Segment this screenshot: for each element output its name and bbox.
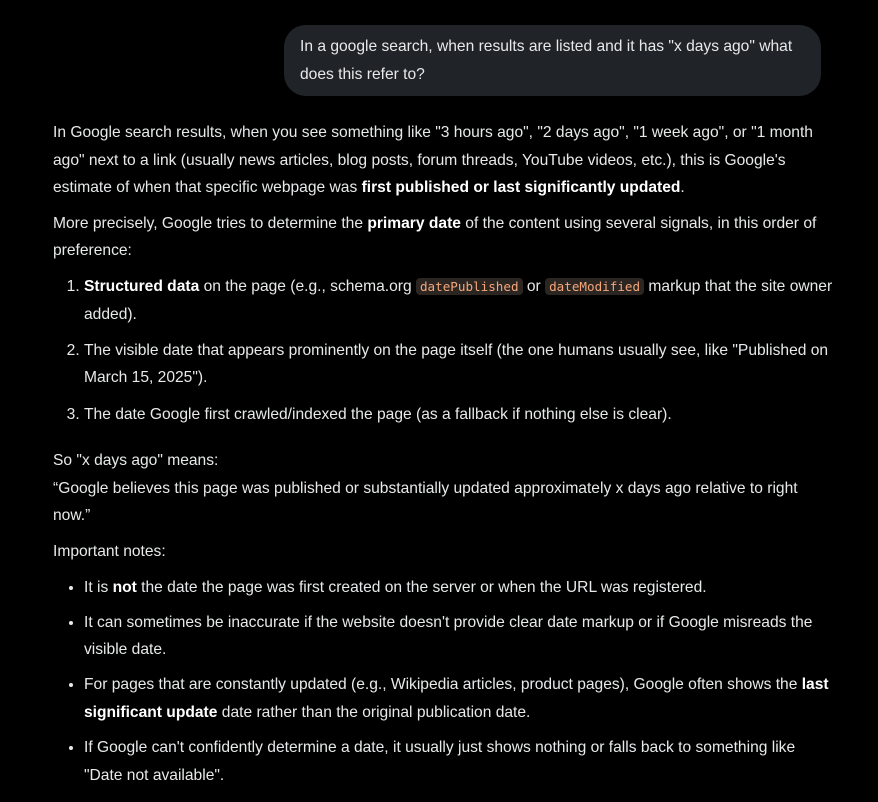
meaning-line-1: So "x days ago" means: [53, 452, 219, 470]
notes-bullet-list [53, 574, 833, 790]
ordered-list-item [84, 273, 833, 328]
intro-text: In Google search results, when you see something like "3 hours ago", "2 days ago", "1 week ago", or "1 month ago" next to a link (usually news articles, blog posts, forum threads, YouTube videos, etc.), this is Google's estimate of when that specific webpage was [53, 124, 813, 197]
ordered-list-item [84, 401, 833, 429]
signals-ordered-list [53, 273, 833, 428]
notes-heading-text: Important notes: [53, 542, 166, 560]
bullet-text: the date the page was first created on the server or when the URL was registered. [136, 578, 707, 596]
precise-bold: primary date [367, 214, 461, 232]
bullet-text: If Google can't confidently determine a date, it usually just shows nothing or falls back to something like "Date not available". [84, 739, 796, 784]
bullet-list-item [84, 574, 833, 602]
list-item-text: or [522, 277, 546, 295]
bullet-list-item [84, 671, 833, 726]
bullet-text: It can sometimes be inaccurate if the website doesn't provide clear date markup or if Google misreads the visible date. [84, 613, 813, 659]
bullet-text: For pages that are constantly updated (e.g., Wikipedia articles, product pages), Google often shows the [84, 676, 802, 694]
answer-paragraph-notes-heading [53, 538, 833, 566]
bullet-text: It is [84, 578, 113, 596]
bullet-bold: not [112, 578, 137, 596]
ordered-list-item [84, 337, 833, 392]
answer-paragraph-precise [53, 210, 833, 265]
code-date-modified: dateModified [545, 278, 644, 295]
bullet-list-item [84, 734, 833, 789]
code-date-published: datePublished [416, 278, 523, 295]
intro-bold: first published or last significantly updated [361, 179, 681, 197]
precise-text: More precisely, Google tries to determine the [53, 214, 368, 232]
meaning-line-2: “Google believes this page was published or substantially updated approximately x days ago relative to right now.” [53, 479, 798, 525]
user-message-bubble [284, 25, 821, 96]
list-item-bold: Structured data [84, 277, 200, 295]
list-item-text: The date Google first crawled/indexed the page (as a fallback if nothing else is clear). [84, 405, 672, 423]
list-item-text: markup that the site owner added). [84, 277, 833, 323]
list-item-text: The visible date that appears prominently on the page itself (the one humans usually see, like "Published on March 15, 2025"). [84, 341, 829, 387]
intro-text-end: . [680, 179, 685, 197]
bullet-text: date rather than the original publication date. [217, 704, 531, 722]
precise-text-end: of the content using several signals, in this order of preference: [53, 214, 817, 260]
bullet-list-item [84, 609, 833, 664]
answer-paragraph-intro [53, 119, 833, 202]
bullet-bold: last significant update [84, 676, 829, 722]
list-item-text: on the page (e.g., schema.org [199, 277, 416, 295]
assistant-response [53, 119, 833, 797]
answer-paragraph-meaning [53, 447, 833, 530]
user-message-text: In a google search, when results are listed and it has "x days ago" what does this refer to? [300, 38, 793, 83]
